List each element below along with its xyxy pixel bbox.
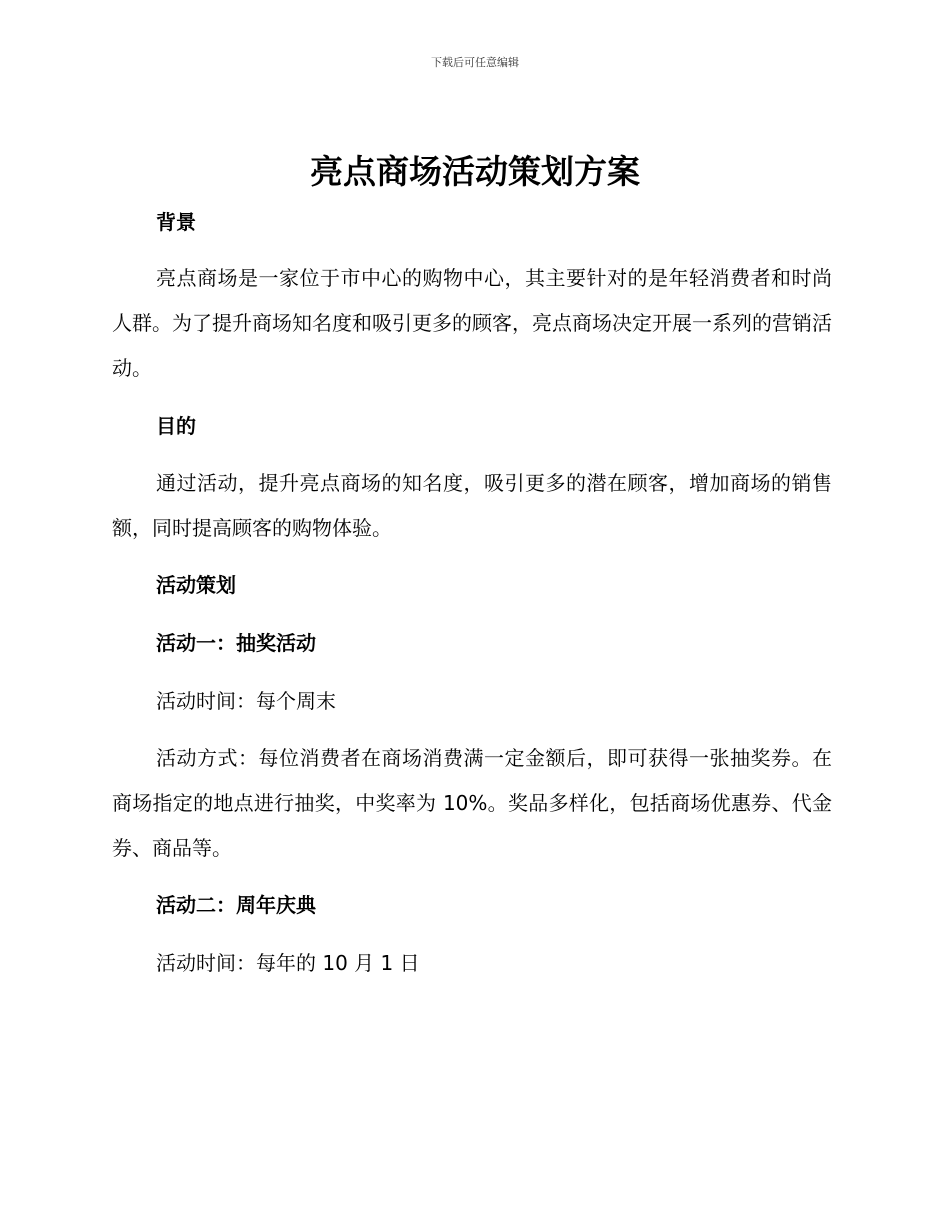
section-heading-plan: 活动策划 <box>156 573 236 597</box>
document-title: 亮点商场活动策划方案 <box>310 152 640 191</box>
activity1-method: 活动方式：每位消费者在商场消费满一定金额后，即可获得一张抽奖券。在商场指定的地点进行抽奖，中奖率为 10%。奖品多样化，包括商场优惠券、代金券、商品等。 <box>112 746 832 860</box>
activity2-time: 活动时间：每年的 10 月 1 日 <box>156 951 420 975</box>
header-note: 下载后可任意编辑 <box>431 56 519 69</box>
section-heading-activity1: 活动一：抽奖活动 <box>156 631 316 655</box>
section-heading-activity2: 活动二：周年庆典 <box>156 893 316 917</box>
section-heading-purpose: 目的 <box>156 414 196 438</box>
activity1-time: 活动时间：每个周末 <box>156 689 336 713</box>
section-heading-background: 背景 <box>156 210 196 234</box>
paragraph-background: 亮点商场是一家位于市中心的购物中心，其主要针对的是年轻消费者和时尚人群。为了提升商场知名度和吸引更多的顾客，亮点商场决定开展一系列的营销活动。 <box>112 266 832 380</box>
paragraph-purpose: 通过活动，提升亮点商场的知名度，吸引更多的潜在顾客，增加商场的销售额，同时提高顾客的购物体验。 <box>112 471 832 540</box>
